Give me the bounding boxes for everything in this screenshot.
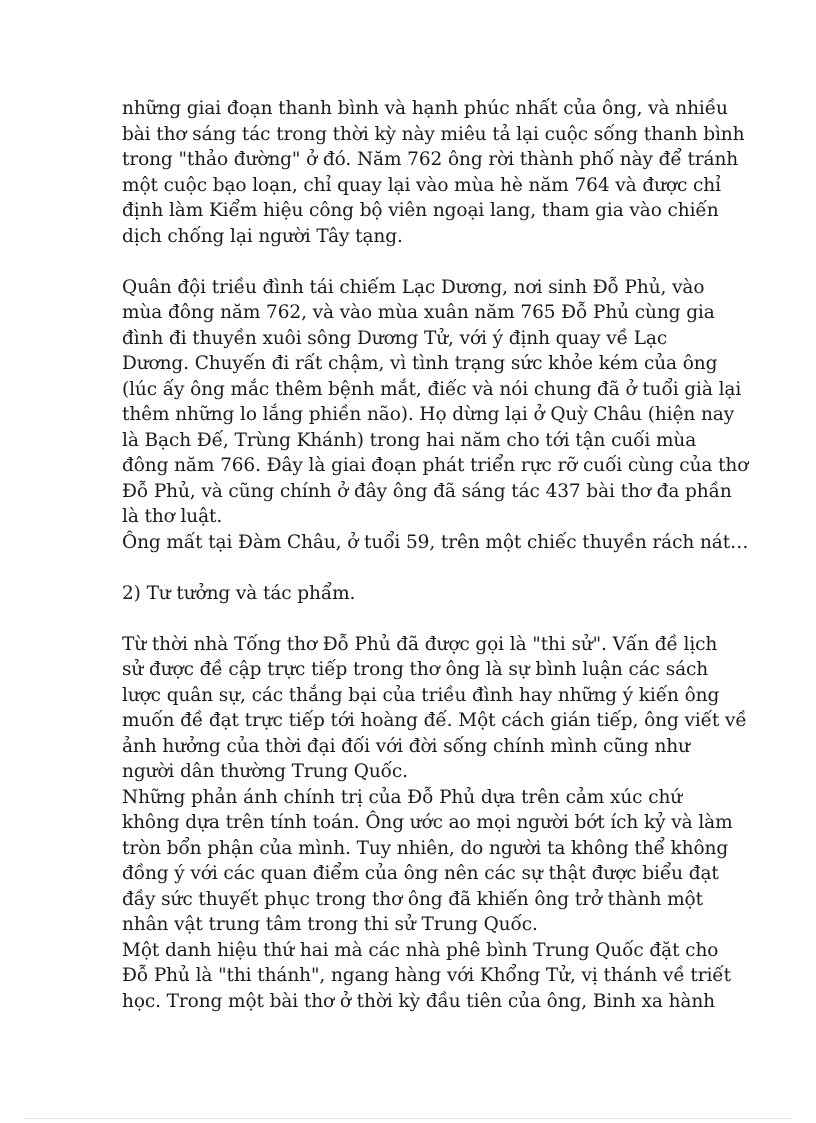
text-line: Quân đội triều đình tái chiếm Lạc Dương, nơi sinh Đỗ Phủ, vào [122, 276, 705, 298]
text-line: là thơ luật. [122, 506, 223, 527]
text-line: đồng ý với các quan điểm của ông nên các sự thật được biểu đạt [122, 863, 719, 884]
text-line: đình đi thuyền xuôi sông Dương Tử, với ý định quay về Lạc [122, 327, 668, 349]
text-line: Từ thời nhà Tống thơ Đỗ Phủ đã được gọi là "thi sử". Vấn đề lịch [122, 633, 718, 655]
text-line: Những phản ánh chính trị của Đỗ Phủ dựa trên cảm xúc chứ [122, 786, 683, 808]
paragraph-gap [122, 249, 722, 275]
section-heading [122, 581, 722, 607]
text-line: đông năm 766. Đây là giai đoạn phát triển rực rỡ cuối cùng của thơ [122, 455, 749, 476]
text-line: muốn đề đạt trực tiếp tới hoàng đế. Một cách gián tiếp, ông viết về [122, 710, 747, 731]
text-line: đầy sức thuyết phục trong thơ ông đã khiến ông trở thành một [122, 888, 703, 910]
text-line: Dương. Chuyến đi rất chậm, vì tình trạng sức khỏe kém của ông [122, 353, 718, 374]
paragraph [122, 275, 749, 556]
text-line: Đỗ Phủ, và cũng chính ở đây ông đã sáng tác 437 bài thơ đa phần [122, 480, 732, 502]
text-line: sử được đề cập trực tiếp trong thơ ông là sự bình luận các sách [122, 659, 709, 680]
paragraph-gap [122, 606, 722, 632]
text-line: Ông mất tại Đàm Châu, ở tuổi 59, trên một chiếc thuyền rách nát… [122, 531, 749, 553]
text-line: là Bạch Đế, Trùng Khánh) trong hai năm cho tới tận cuối mùa [122, 429, 697, 451]
text-line: người dân thường Trung Quốc. [122, 761, 408, 782]
text-line: trong "thảo đường" ở đó. Năm 762 ông rời thành phố này để tránh [122, 149, 739, 170]
text-line: Một danh hiệu thứ hai mà các nhà phê bình Trung Quốc đặt cho [122, 939, 719, 961]
text-line: dịch chống lại người Tây tạng. [122, 225, 403, 247]
document-body [122, 96, 749, 1014]
paragraph-gap [122, 555, 722, 581]
text-line: (lúc ấy ông mắc thêm bệnh mắt, điếc và nói chung đã ở tuổi già lại [122, 378, 742, 400]
text-line: một cuộc bạo loạn, chỉ quay lại vào mùa hè năm 764 và được chỉ [122, 174, 721, 196]
text-line: bài thơ sáng tác trong thời kỳ này miêu tả lại cuộc sống thanh bình [122, 123, 745, 145]
text-line: những giai đoạn thanh bình và hạnh phúc nhất của ông, và nhiều [122, 98, 728, 119]
paragraph [122, 632, 747, 1015]
text-line: học. Trong một bài thơ ở thời kỳ đầu tiên của ông, Binh xa hành [122, 990, 715, 1012]
text-line: mùa đông năm 762, và vào mùa xuân năm 765 Đỗ Phủ cùng gia [122, 302, 715, 323]
text-line: thêm những lo lắng phiền não). Họ dừng lại ở Quỳ Châu (hiện nay [122, 404, 735, 425]
text-line: Đỗ Phủ là "thi thánh", ngang hàng với Khổng Tử, vị thánh về triết [122, 965, 731, 986]
text-line: không dựa trên tính toán. Ông ước ao mọi người bớt ích kỷ và làm [122, 812, 733, 833]
text-line: ảnh hưởng của thời đại đối với đời sống chính mình cũng như [122, 735, 690, 757]
text-line: nhân vật trung tâm trong thi sử Trung Quốc. [122, 914, 538, 935]
text-line: tròn bổn phận của mình. Tuy nhiên, do người ta không thể không [122, 837, 729, 859]
text-line: định làm Kiểm hiệu công bộ viên ngoại lang, tham gia vào chiến [122, 200, 719, 221]
text-line: 2) Tư tưởng và tác phẩm. [122, 582, 356, 604]
text-line: lược quân sự, các thắng bại của triều đình hay những ý kiến ông [122, 684, 720, 706]
paragraph [122, 96, 745, 249]
page-bottom-edge [24, 1118, 792, 1119]
